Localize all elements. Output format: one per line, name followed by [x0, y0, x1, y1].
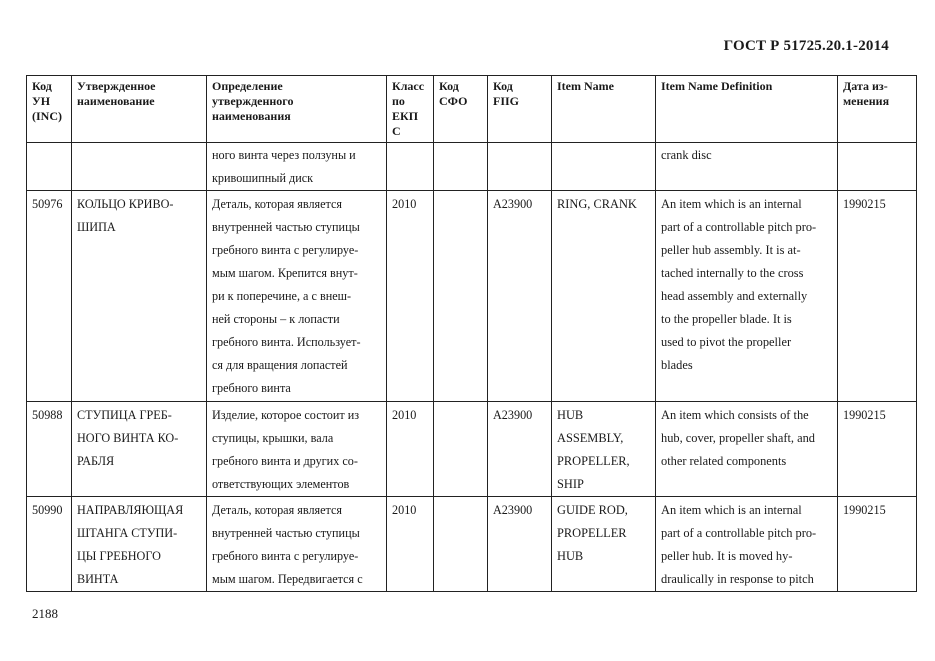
cell-definition-ru: ного винта через ползуны и кривошипный диск	[207, 143, 387, 191]
cell-item-definition: crank disc	[656, 143, 838, 191]
cell-sfo	[434, 191, 488, 402]
col-header-sfo: Код СФО	[434, 76, 488, 143]
cell-inc	[27, 143, 72, 191]
cell-item-name: HUB ASSEMBLY, PROPELLER, SHIP	[552, 402, 656, 497]
cell-item-definition: An item which is an internal part of a controllable pitch pro- peller hub assembly. It is at- tached internally to the cross head assembly and externally to the propeller blade. It is used to pivot the propeller blades	[656, 191, 838, 402]
cell-date: 1990215	[838, 497, 917, 592]
cell-name-ru: СТУПИЦА ГРЕБ- НОГО ВИНТА КО- РАБЛЯ	[72, 402, 207, 497]
table-row	[27, 191, 917, 402]
col-header-item-name-definition: Item Name Definition	[656, 76, 838, 143]
document-code: ГОСТ Р 51725.20.1-2014	[723, 38, 889, 54]
cell-class: 2010	[387, 191, 434, 402]
cell-item-name: RING, CRANK	[552, 191, 656, 402]
cell-item-name	[552, 143, 656, 191]
cell-name-ru	[72, 143, 207, 191]
cell-inc: 50990	[27, 497, 72, 592]
cell-definition-ru: Деталь, которая является внутренней частью ступицы гребного винта с регулируе- мым шагом. Передвигается с	[207, 497, 387, 592]
page-number: 2188	[32, 606, 58, 621]
col-header-inc: Код УН (INC)	[27, 76, 72, 143]
col-header-definition: Определение утвержденного наименования	[207, 76, 387, 143]
cell-name-ru: КОЛЬЦО КРИВО- ШИПА	[72, 191, 207, 402]
cell-sfo	[434, 402, 488, 497]
cell-date: 1990215	[838, 191, 917, 402]
cell-fiig: A23900	[488, 497, 552, 592]
col-header-item-name: Item Name	[552, 76, 656, 143]
cell-inc: 50976	[27, 191, 72, 402]
col-header-class: Класс по ЕКП С	[387, 76, 434, 143]
col-header-fiig: Код FIIG	[488, 76, 552, 143]
cell-class: 2010	[387, 497, 434, 592]
cell-sfo	[434, 143, 488, 191]
table-row	[27, 143, 917, 191]
cell-date	[838, 143, 917, 191]
col-header-change-date: Дата из- менения	[838, 76, 917, 143]
cell-fiig: A23900	[488, 191, 552, 402]
cell-inc: 50988	[27, 402, 72, 497]
cell-sfo	[434, 497, 488, 592]
cell-class	[387, 143, 434, 191]
cell-class: 2010	[387, 402, 434, 497]
table-row	[27, 497, 917, 592]
cell-item-name: GUIDE ROD, PROPELLER HUB	[552, 497, 656, 592]
cell-fiig	[488, 143, 552, 191]
cell-definition-ru: Изделие, которое состоит из ступицы, крышки, вала гребного винта и других со- ответствующих элементов	[207, 402, 387, 497]
catalog-table	[26, 75, 917, 592]
cell-date: 1990215	[838, 402, 917, 497]
cell-item-definition: An item which is an internal part of a controllable pitch pro- peller hub. It is moved hy- draulically in response to pitch	[656, 497, 838, 592]
table-header-row	[27, 76, 917, 143]
col-header-approved-name: Утвержденное наименование	[72, 76, 207, 143]
table-row	[27, 402, 917, 497]
cell-name-ru: НАПРАВЛЯЮЩАЯ ШТАНГА СТУПИ- ЦЫ ГРЕБНОГО ВИНТА	[72, 497, 207, 592]
cell-item-definition: An item which consists of the hub, cover, propeller shaft, and other related components	[656, 402, 838, 497]
cell-definition-ru: Деталь, которая является внутренней частью ступицы гребного винта с регулируе- мым шагом. Крепится внут- ри к поперечине, а с внеш- ней стороны – к лопасти гребного винта. Использует- ся для вращения лопастей гребного винта	[207, 191, 387, 402]
cell-fiig: A23900	[488, 402, 552, 497]
